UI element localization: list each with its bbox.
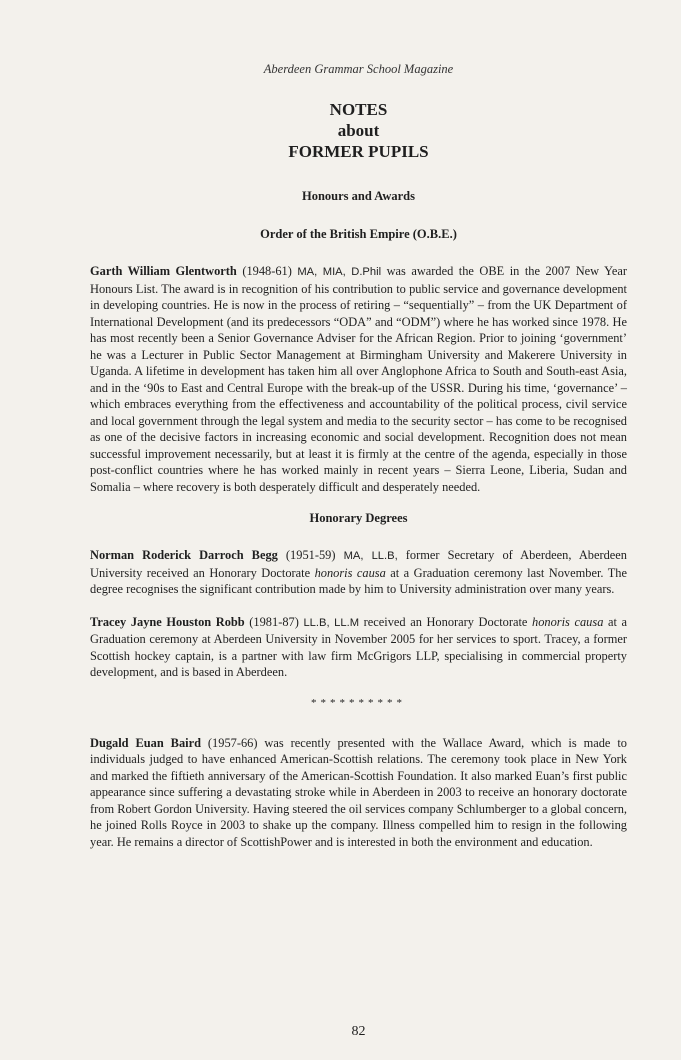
entry-years: (1981-87): [244, 614, 304, 629]
entry-baird: [90, 735, 627, 851]
entry-text: former Secretary of Aberdeen, Aberdeen University received an Honorary Doctorate: [90, 548, 628, 580]
entry-name: Norman Roderick Darroch Begg: [90, 548, 278, 562]
entry-name: Tracey Jayne Houston Robb: [90, 614, 245, 629]
entry-text: was awarded the OBE in the 2007 New Year Honours List. The award is in recognition of his contribution to public service and governance development in developing countries. He is now in the process of retiring – “sequentially” – from the UK Department of International Development (and its predecessors “ODA” and “ODM”) where he has worked since 1978. He has most recently been a Senior Governance Adviser for the African Region. Prior to joining ‘government’ he was a Lecturer in Public Sector Management at Birmingham University and Makerere University in Uganda. A lifetime in development has taken him all over Anglophone Africa to South and South-east Asia, and in the ‘90s to East and Central Europe with the break-up of the USSR. During his time, ‘governance’ – which embraces everything from the effectiveness and accountability of the political process, civil service and local government through the legal system and media to the security sector – has come to be recognised as one of the decisive factors in increasing economic and social development. Recognition does not mean successful improvement necessarily, but at least it is firmly at the centre of the agenda, especially in those post-conflict countries where he has worked mainly in recent years – Sierra Leone, Liberia, Sudan and Somalia – where recovery is both desperately difficult and desperately needed.: [90, 264, 627, 494]
entry-text-continued: at a Graduation ceremony at Aberdeen University in November 2005 for her services to sport. Tracey, a former Scottish hockey captain, is a partner with law firm McGrigors LLP, specialising in commercial property development, and is based in Aberdeen.: [90, 614, 628, 679]
running-head: Aberdeen Grammar School Magazine: [263, 62, 454, 76]
section-heading-honours: Honours and Awards: [302, 189, 415, 203]
entry-robb: [90, 614, 627, 681]
section-separator: **********: [311, 696, 406, 709]
entry-name: Garth William Glentworth: [90, 264, 237, 278]
entry-begg: [90, 547, 627, 598]
entry-qualifications: MA, MIA, D.Phil: [297, 266, 382, 278]
entry-years: (1951-59): [277, 548, 344, 562]
entry-text: received an Honorary Doctorate: [359, 614, 533, 629]
page-number: 82: [351, 1024, 366, 1039]
section-heading-obe: Order of the British Empire (O.B.E.): [260, 227, 457, 241]
entry-years: (1948-61): [236, 264, 298, 278]
entry-qualifications: LL.B, LL.M: [303, 616, 360, 629]
entry-qualifications: MA, LL.B,: [343, 550, 398, 562]
entry-italic-phrase: honoris causa: [532, 614, 604, 629]
title-line-1: NOTES: [329, 100, 388, 119]
page-title: [90, 99, 627, 162]
entry-text: (1957-66) was recently presented with the Wallace Award, which is made to individuals judged to have enhanced American-Scottish relations. The ceremony took place in New York and marked the fiftieth anniversary of the American-Scottish Foundation. It also marked Euan’s first public appearance since suffering a devastating stroke while in Aberdeen in 2003 to receive an honorary doctorate from Robert Gordon University. Having steered the oil services company Schlumberger to a global concern, he joined Rolls Royce in 2003 to shake up the company. Illness compelled him to resign in the following year. He remains a director of ScottishPower and is interested in both the environment and education.: [90, 735, 627, 849]
section-heading-honorary-degrees: Honorary Degrees: [309, 511, 408, 525]
title-line-3: FORMER PUPILS: [288, 142, 429, 161]
title-line-2: about: [337, 121, 380, 140]
entry-text-continued: at a Graduation ceremony last November. The degree recognises the significant contribution made by him to University administration over many years.: [90, 565, 627, 596]
entry-italic-phrase: honoris causa: [314, 565, 386, 580]
entry-name: Dugald Euan Baird: [90, 735, 201, 750]
entry-glentworth: [90, 263, 627, 495]
